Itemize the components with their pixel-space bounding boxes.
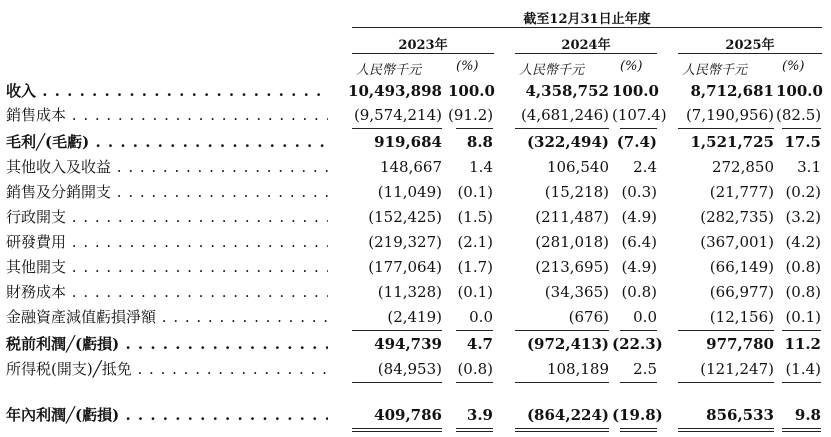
row-other-expenses xyxy=(0,255,831,279)
subtotal-rule-2024-pct xyxy=(620,128,657,129)
amount-2023: (177,064) xyxy=(368,258,442,276)
amount-2024: (281,018) xyxy=(535,233,609,251)
amount-2023: (11,049) xyxy=(377,183,442,201)
row-cost-of-sales xyxy=(0,103,831,127)
amount-2025: (282,735) xyxy=(700,208,774,226)
amount-2024: (34,365) xyxy=(544,283,609,301)
row-selling-distribution xyxy=(0,180,831,204)
row-rnd-expenses xyxy=(0,230,831,254)
row-gross-profit xyxy=(0,130,831,154)
pct-2024: (19.8) xyxy=(612,406,663,424)
subtotal-rule-2025 xyxy=(678,330,774,331)
subtotal-rule-2023-pct xyxy=(456,382,493,383)
amount-2024: (322,494) xyxy=(526,133,609,151)
subtotal-rule-2023 xyxy=(352,128,442,129)
row-finance-costs xyxy=(0,280,831,304)
amount-2023: (219,327) xyxy=(368,233,442,251)
amount-2023: 494,739 xyxy=(374,335,442,353)
pct-2024: (0.3) xyxy=(621,183,657,201)
pct-2023: (1.5) xyxy=(457,208,493,226)
amount-2024: (211,487) xyxy=(535,208,609,226)
row-label: 收入 . . . xyxy=(6,79,328,103)
amount-2025: (66,149) xyxy=(709,258,774,276)
pct-2023: 8.8 xyxy=(466,133,493,151)
amount-2024: 108,189 xyxy=(546,360,609,378)
pct-2025: (4.2) xyxy=(785,233,821,251)
amount-2023: 919,684 xyxy=(374,133,442,151)
pct-2024: (6.4) xyxy=(621,233,657,251)
year-rule-2023 xyxy=(352,53,494,54)
year-header-2025: 2025年 xyxy=(725,38,775,53)
pct-label-2024: (%) xyxy=(620,59,643,74)
row-admin-expenses xyxy=(0,205,831,229)
pct-2023: 4.7 xyxy=(466,335,493,353)
subtotal-rule-2024-pct xyxy=(620,330,657,331)
subtotal-rule-2025 xyxy=(678,382,774,383)
row-label: 銷售及分銷開支 . . . xyxy=(6,180,328,204)
pct-2025: (82.5) xyxy=(776,106,822,124)
pct-2025: (0.2) xyxy=(785,183,821,201)
year-header-2023: 2023年 xyxy=(398,38,448,53)
amount-2025: (121,247) xyxy=(700,360,774,378)
pct-2025: (0.1) xyxy=(785,308,821,326)
amount-2023: (2,419) xyxy=(387,308,442,326)
pct-2025: (0.8) xyxy=(785,258,821,276)
amount-2024: 4,358,752 xyxy=(525,82,609,100)
period-title: 截至12月31日止年度 xyxy=(523,12,651,27)
total-double-rule-2024 xyxy=(515,428,609,429)
amount-2024: (972,413) xyxy=(526,335,609,353)
amount-2024: 106,540 xyxy=(546,158,609,176)
amount-2025: (21,777) xyxy=(709,183,774,201)
amount-2025: (7,190,956) xyxy=(685,106,774,124)
row-income-tax xyxy=(0,357,831,381)
row-label: 年內利潤╱(虧損) . . . xyxy=(6,403,328,427)
pct-2023: 100.0 xyxy=(448,82,495,100)
subtotal-rule-2025-pct xyxy=(782,382,821,383)
unit-label-2024: 人民幣千元 xyxy=(519,63,585,78)
row-label: 財務成本 . . . xyxy=(6,280,328,304)
row-label: 所得税(開支)╱抵免 . . . xyxy=(6,357,328,381)
pct-label-2023: (%) xyxy=(456,59,479,74)
pct-2025: 17.5 xyxy=(784,133,821,151)
pct-2024: (4.9) xyxy=(621,208,657,226)
period-title-rule xyxy=(352,27,822,28)
subtotal-rule-2025-pct xyxy=(782,128,821,129)
amount-2023: (84,953) xyxy=(377,360,442,378)
total-double-rule-2024 xyxy=(515,431,609,432)
pct-2025: 9.8 xyxy=(794,406,821,424)
total-double-rule-2023-pct xyxy=(456,428,493,429)
pct-2024: 2.5 xyxy=(633,360,657,378)
pct-2025: (0.8) xyxy=(785,283,821,301)
pct-2024: 2.4 xyxy=(633,158,657,176)
pct-2025: (3.2) xyxy=(785,208,821,226)
amount-2023: (152,425) xyxy=(368,208,442,226)
year-rule-2024 xyxy=(515,53,657,54)
amount-2024: (676) xyxy=(568,308,609,326)
pct-2023: (1.7) xyxy=(457,258,493,276)
subtotal-rule-2023-pct xyxy=(456,128,493,129)
subtotal-rule-2023 xyxy=(352,382,442,383)
pct-2025: 3.1 xyxy=(797,158,821,176)
pct-2023: 1.4 xyxy=(469,158,493,176)
amount-2024: (15,218) xyxy=(544,183,609,201)
amount-2025: 856,533 xyxy=(706,406,774,424)
pct-2025: (1.4) xyxy=(785,360,821,378)
total-double-rule-2025 xyxy=(678,428,774,429)
subtotal-rule-2024 xyxy=(515,128,609,129)
amount-2023: 409,786 xyxy=(374,406,442,424)
amount-2024: (213,695) xyxy=(535,258,609,276)
pct-2024: (22.3) xyxy=(612,335,663,353)
row-profit-before-tax xyxy=(0,332,831,356)
pct-2024: (0.8) xyxy=(621,283,657,301)
amount-2024: (864,224) xyxy=(526,406,609,424)
unit-label-2025: 人民幣千元 xyxy=(682,63,748,78)
row-other-income xyxy=(0,155,831,179)
amount-2025: 977,780 xyxy=(706,335,774,353)
pct-2025: 11.2 xyxy=(784,335,821,353)
row-label: 毛利╱(毛虧) . . . xyxy=(6,130,328,154)
amount-2023: 10,493,898 xyxy=(348,82,442,100)
total-double-rule-2025-pct xyxy=(782,428,821,429)
amount-2023: (11,328) xyxy=(377,283,442,301)
total-double-rule-2023 xyxy=(352,428,442,429)
row-label: 其他收入及收益 . . . xyxy=(6,155,328,179)
subtotal-rule-2024 xyxy=(515,382,609,383)
pct-2023: (0.1) xyxy=(457,183,493,201)
pct-2024: (107.4) xyxy=(612,106,667,124)
amount-2025: 1,521,725 xyxy=(690,133,774,151)
year-rule-2025 xyxy=(678,53,822,54)
amount-2023: (9,574,214) xyxy=(353,106,442,124)
row-impairment-losses xyxy=(0,305,831,329)
total-double-rule-2024-pct xyxy=(620,428,657,429)
pct-label-2025: (%) xyxy=(782,59,805,74)
amount-2025: 8,712,681 xyxy=(690,82,774,100)
pct-2023: (2.1) xyxy=(457,233,493,251)
pct-2023: (91.2) xyxy=(448,106,494,124)
subtotal-rule-2024 xyxy=(515,330,609,331)
total-double-rule-2025 xyxy=(678,431,774,432)
pct-2023: 3.9 xyxy=(466,406,493,424)
subtotal-rule-2023 xyxy=(352,330,442,331)
total-double-rule-2024-pct xyxy=(620,431,657,432)
pct-2023: 0.0 xyxy=(469,308,493,326)
row-label: 税前利潤╱(虧損) . . . xyxy=(6,332,328,356)
unit-label-2023: 人民幣千元 xyxy=(356,63,422,78)
pct-2024: 100.0 xyxy=(612,82,659,100)
total-double-rule-2025-pct xyxy=(782,431,821,432)
pct-2024: (4.9) xyxy=(621,258,657,276)
pct-2023: (0.1) xyxy=(457,283,493,301)
pct-2025: 100.0 xyxy=(776,82,823,100)
amount-2025: (66,977) xyxy=(709,283,774,301)
subtotal-rule-2023-pct xyxy=(456,330,493,331)
amount-2025: 272,850 xyxy=(711,158,774,176)
subtotal-rule-2025 xyxy=(678,128,774,129)
row-label: 行政開支 . . . xyxy=(6,205,328,229)
pct-2024: 0.0 xyxy=(633,308,657,326)
amount-2025: (367,001) xyxy=(700,233,774,251)
year-header-2024: 2024年 xyxy=(561,38,611,53)
row-label: 其他開支 . . . xyxy=(6,255,328,279)
total-double-rule-2023 xyxy=(352,431,442,432)
row-label: 銷售成本 . . . xyxy=(6,103,328,127)
subtotal-rule-2025-pct xyxy=(782,330,821,331)
subtotal-rule-2024-pct xyxy=(620,382,657,383)
pct-2023: (0.8) xyxy=(457,360,493,378)
row-revenue xyxy=(0,79,831,103)
amount-2023: 148,667 xyxy=(379,158,442,176)
total-double-rule-2023-pct xyxy=(456,431,493,432)
amount-2024: (4,681,246) xyxy=(520,106,609,124)
pct-2024: (7.4) xyxy=(616,133,657,151)
row-profit-for-year xyxy=(0,403,831,427)
row-label: 金融資產減值虧損淨額 . . . xyxy=(6,305,328,329)
row-label: 研發費用 . . . xyxy=(6,230,328,254)
amount-2025: (12,156) xyxy=(709,308,774,326)
